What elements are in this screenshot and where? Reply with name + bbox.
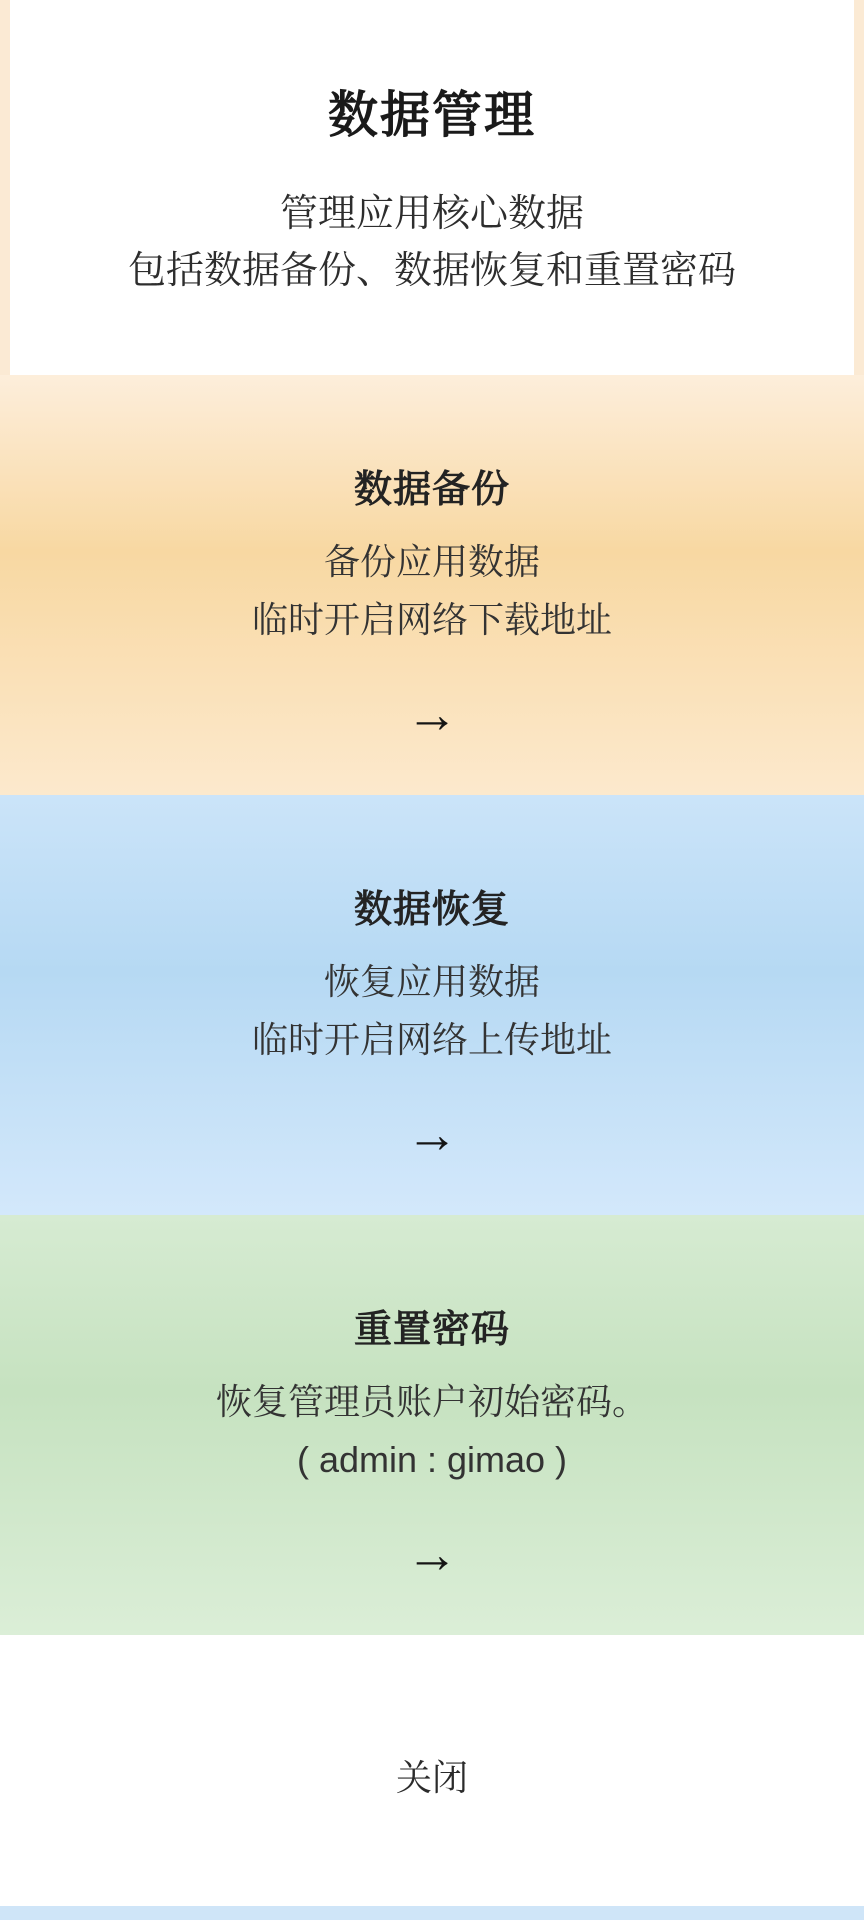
footer xyxy=(0,1635,864,1920)
card-data-restore-title: 数据恢复 xyxy=(353,889,510,931)
arrow-right-icon[interactable]: → xyxy=(406,1526,458,1584)
edge-tint-right xyxy=(854,0,864,375)
page-title: 数据管理 xyxy=(328,87,536,143)
subtitle-line-2: 包括数据备份、数据恢复和重置密码 xyxy=(127,250,736,292)
arrow-right-icon[interactable]: → xyxy=(406,686,458,744)
card-data-restore-description xyxy=(0,953,864,1069)
bottom-strip xyxy=(0,1906,864,1920)
card-data-restore-line-1: 恢复应用数据 xyxy=(323,961,540,1002)
page-subtitle xyxy=(0,186,864,300)
card-data-backup-description xyxy=(0,533,864,649)
card-data-restore-line-2: 临时开启网络上传地址 xyxy=(251,1019,612,1060)
card-reset-password[interactable] xyxy=(0,1215,864,1635)
subtitle-line-1: 管理应用核心数据 xyxy=(279,193,584,235)
card-data-backup-line-2: 临时开启网络下载地址 xyxy=(251,599,612,640)
arrow-right-icon[interactable]: → xyxy=(406,1106,458,1164)
card-data-restore[interactable] xyxy=(0,795,864,1215)
edge-tint-left xyxy=(0,0,10,375)
card-reset-password-description xyxy=(0,1373,864,1489)
header xyxy=(0,0,864,375)
card-reset-password-line-2: ( admin : gimao ) xyxy=(296,1439,568,1480)
close-button[interactable]: 关闭 xyxy=(366,1753,498,1803)
card-data-backup-line-1: 备份应用数据 xyxy=(323,541,540,582)
card-data-backup[interactable] xyxy=(0,375,864,795)
card-reset-password-title: 重置密码 xyxy=(353,1309,510,1351)
card-data-backup-title: 数据备份 xyxy=(353,469,510,511)
card-reset-password-line-1: 恢复管理员账户初始密码。 xyxy=(215,1381,648,1422)
